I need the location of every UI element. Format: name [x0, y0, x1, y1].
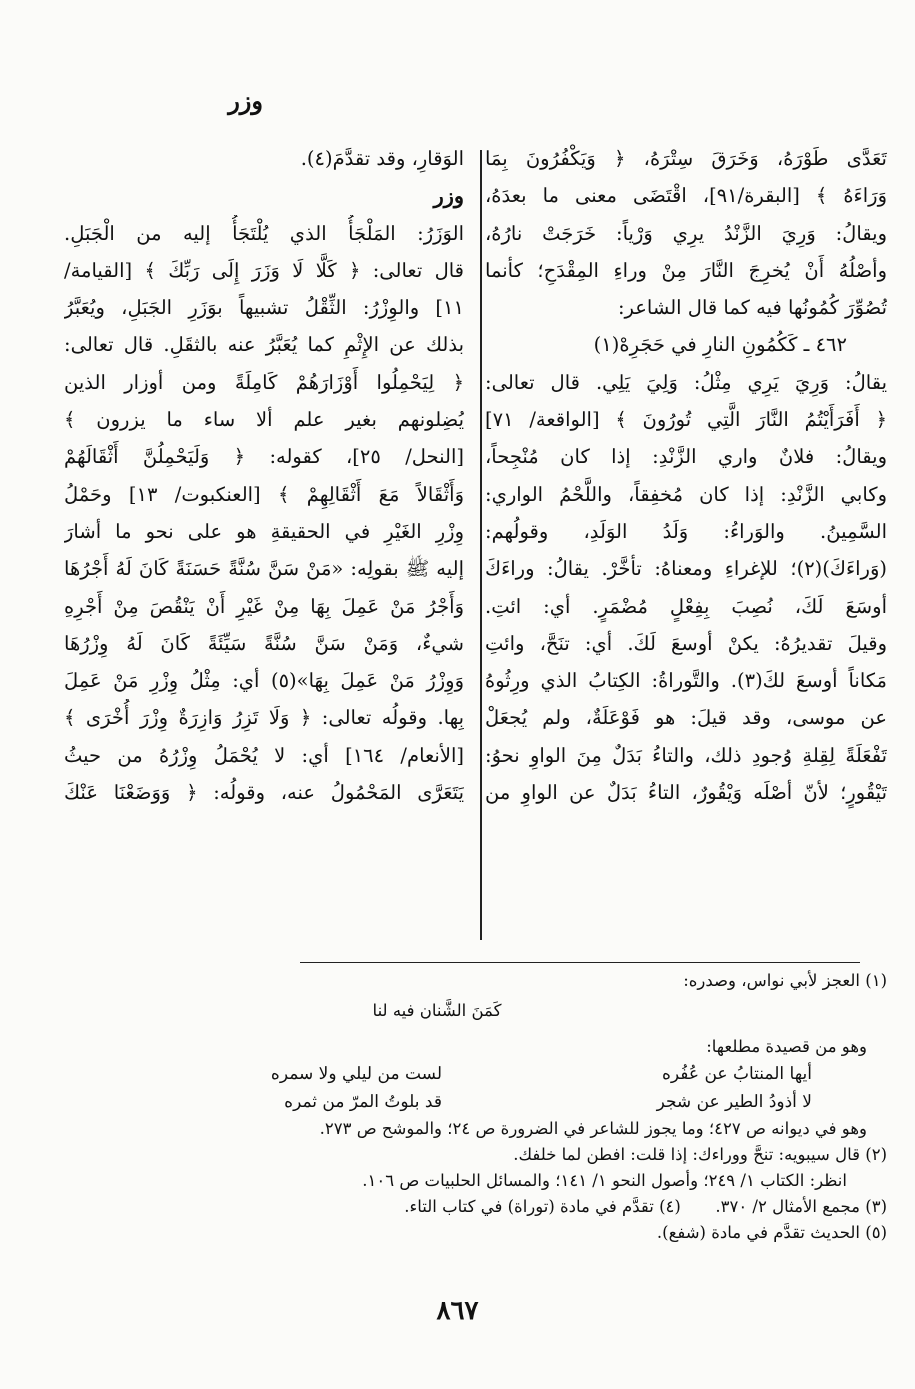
- running-header: وزر: [228, 86, 263, 115]
- footnote-5: (٥) الحديث تقدَّم في مادة (شفع).: [656, 1223, 887, 1242]
- column-divider: [480, 150, 482, 940]
- poem-citation: ٤٦٢ ـ كَكُمُونِ النارِ في حَجَرِهْ(١): [593, 333, 847, 357]
- footnote-1-source: وهو في ديوانه ص ٤٢٧؛ وما يجوز للشاعر في الضرورة ص ٢٤؛ والموشح ص ٢٧٣.: [319, 1119, 867, 1138]
- text-line: تَعَدَّى طَوْرَهُ، وَخَرَقَ سِتْرَهُ، ﴿ وَيَكْفُرُونَ بِمَا: [485, 147, 887, 170]
- text-line: وِزْرِ الغَيْرِ في الحقيقةِ هو على نحو ما أشارَ: [64, 519, 464, 543]
- poem-verse: [47, 1060, 887, 1088]
- text-line: (وَراءَكَ)(٢)؛ للإغراءِ ومعناهُ: تأخَّرْ. يقالُ: وراءَكَ: [485, 557, 887, 581]
- text-line: وكابي الزَّنْدِ: إذا كان مُخفِقاً، واللَّحْمُ الواري:: [485, 482, 887, 506]
- text-line: وقيلَ تقديرُهُ: يكنْ أوسعَ لَكَ. أي: تنَحَّ، وائتِ: [485, 631, 887, 655]
- text-line: الوَزَرُ: المَلْجَأُ الذي يُلْتَجَأُ إليه من الْجَبَلِ.: [64, 221, 464, 245]
- poem-verse: [47, 1088, 887, 1116]
- text-line: [الأنعام/ ١٦٤] أي: لا يُحْمَلُ وِزْرُهُ من حيثُ: [64, 743, 464, 767]
- text-line: ويقالُ: وَرِيَ الزَّنْدُ يرِي وَرْياً: خَرَجَتْ نارُهُ،: [485, 221, 887, 245]
- footnote-1-qasida: وهو من قصيدة مطلعها:: [706, 1037, 867, 1056]
- text-line: بِها. وقولُه تعالى: ﴿ وَلَا تَزِرُ وَازِرَةٌ وِزْرَ أُخْرَى ﴾: [64, 706, 464, 730]
- verse-hemistich: أيها المنتابُ عن عُفُره: [662, 1064, 812, 1084]
- footnote-3: (٣) مجمع الأمثال ٢/ ٣٧٠.: [715, 1197, 887, 1216]
- text-line: ﴿ لِيَحْمِلُوا أَوْزَارَهُمْ كَامِلَةً ومن أوزار الذين: [64, 370, 464, 394]
- text-line: قال تعالى: ﴿ كَلَّا لَا وَزَرَ إِلَى رَبِّكَ ﴾ [القيامة/: [64, 258, 464, 282]
- text-line: وَوِزْرُ مَنْ عَمِلَ بِهَا»(٥) أي: مِثْلُ وِزْرِ مَنْ عَمِلَ: [64, 669, 464, 693]
- footnotes: [47, 968, 887, 1246]
- text-line: إليه ﷺ بقولِه: «مَنْ سَنَّ سُنَّةً حَسَنَةً كَانَ لَهُ أَجْرُهَا: [64, 557, 464, 581]
- text-line: يقالُ: وَرِيَ يَرِي مِثْلُ: وَلِيَ يَلِي. قال تعالى:: [485, 370, 887, 394]
- left-column: [64, 140, 464, 942]
- text-line: أوسَعَ لَكَ، نُصِبَ بِفِعْلٍ مُضْمَرٍ. أي: ائتِ.: [485, 594, 887, 618]
- verse-hemistich: لا أذودُ الطير عن شجر: [656, 1092, 812, 1112]
- text-line: الوَقارِ، وقد تقدَّمَ(٤).: [300, 147, 464, 170]
- text-line: تَفْعَلَةً لِقِلةِ وُجودِ ذلك، والتاءُ بَدَلٌ مِنَ الواوِ نحوُ:: [485, 743, 887, 767]
- footnote-3-4: [47, 1194, 887, 1220]
- text-line: يُضِلونهم بغير علم ألا ساء ما يزرون ﴾: [64, 408, 464, 432]
- text-line: بذلك عن الإِثْمِ كما يُعَبَّرُ عنه بالثقَلِ. قال تعالى:: [64, 333, 464, 357]
- page-number: ٨٦٧: [436, 1296, 479, 1326]
- text-line: وَرَاءَهُ ﴾ [البقرة/٩١]، اقْتَضَى معنى ما بعدَهُ،: [485, 184, 887, 208]
- footnote-2-ref: انظر: الكتاب ١/ ٢٤٩؛ وأصول النحو ١/ ١٤١؛ والمسائل الحلبيات ص ١٠٦.: [362, 1171, 847, 1190]
- text-line: ١١] والوِزْرُ: الثِّقْلُ تشبيهاً بوَزَرِ الجَبَلِ، ويُعَبَّرُ: [64, 296, 464, 320]
- verse-hemistich: لست من ليلي ولا سمره: [270, 1064, 442, 1084]
- footnote-2: (٢) قال سيبويه: تنحَّ ووراءك: إذا قلت: افطن لما خلفك.: [513, 1145, 887, 1164]
- text-line: يَتَعَرَّى المَحْمُولُ عنه، وقولُه: ﴿ وَوَضَعْنَا عَنْكَ: [64, 781, 464, 805]
- text-line: [النحل/ ٢٥]، كقوله: ﴿ وَلَيَحْمِلُنَّ أَثْقَالَهُمْ: [64, 445, 464, 469]
- text-line: مَكاناً أوسعَ لكَ(٣). والتَّوراةُ: الكِتابُ الذي ورِثُوهُ: [485, 669, 887, 693]
- text-line: شيءٌ، وَمَنْ سَنَّ سُنَّةً سَيِّئَةً كَانَ لَهُ وِزْرُهَا: [64, 631, 464, 655]
- text-line: تُصُوِّرَ كُمُونُها فيه كما قال الشاعر:: [617, 296, 887, 320]
- verse-hemistich: قد بلوتُ المرّ من ثمره: [284, 1092, 442, 1112]
- entry-heading: وزر: [433, 183, 464, 209]
- text-line: وَأَثْقَالاً مَعَ أَثْقَالِهِمْ ﴾ [العنكبوت/ ١٣] وحَمْلُ: [64, 482, 464, 506]
- footnote-1: (١) العجز لأبي نواس، وصدره:: [683, 971, 887, 990]
- text-line: ويقالُ: فلانٌ واري الزَّنْدِ: إذا كان مُنْجِحاً،: [485, 445, 887, 469]
- text-line: السَّمِينُ. والوَراءُ: وَلَدُ الوَلَدِ، وقولُهم:: [485, 519, 887, 543]
- footnote-rule: [300, 962, 860, 963]
- text-line: وَأَجْرُ مَنْ عَمِلَ بِهَا مِنْ غَيْرِ أَنْ يَنْقُصَ مِنْ أَجْرِهِ: [64, 594, 464, 618]
- right-column: [485, 140, 887, 942]
- text-line: ﴿ أَفَرَأَيْتُمُ النَّارَ الَّتِي تُورُونَ ﴾ [الواقعة/ ٧١]: [485, 408, 887, 432]
- footnote-4: (٤) تقدَّم في مادة (توراة) في كتاب التاء.: [404, 1197, 681, 1216]
- text-line: عن موسى، وقد قيلَ: هو فَوْعَلَةٌ، ولم يُجعَلْ: [485, 706, 887, 730]
- footnote-1-verse: كَمَنَ الشَّنان فيه لنا: [372, 1001, 502, 1020]
- text-line: وأصْلُهُ أَنْ يُخرِجَ النَّارَ مِنْ وراءِ المِقْدَحِ؛ كأنما: [485, 258, 887, 282]
- text-line: تَيْقُورٍ؛ لأنّ أصْلَه وَيْقُورٌ، التاءُ بَدَلٌ عن الواوِ من: [485, 781, 887, 805]
